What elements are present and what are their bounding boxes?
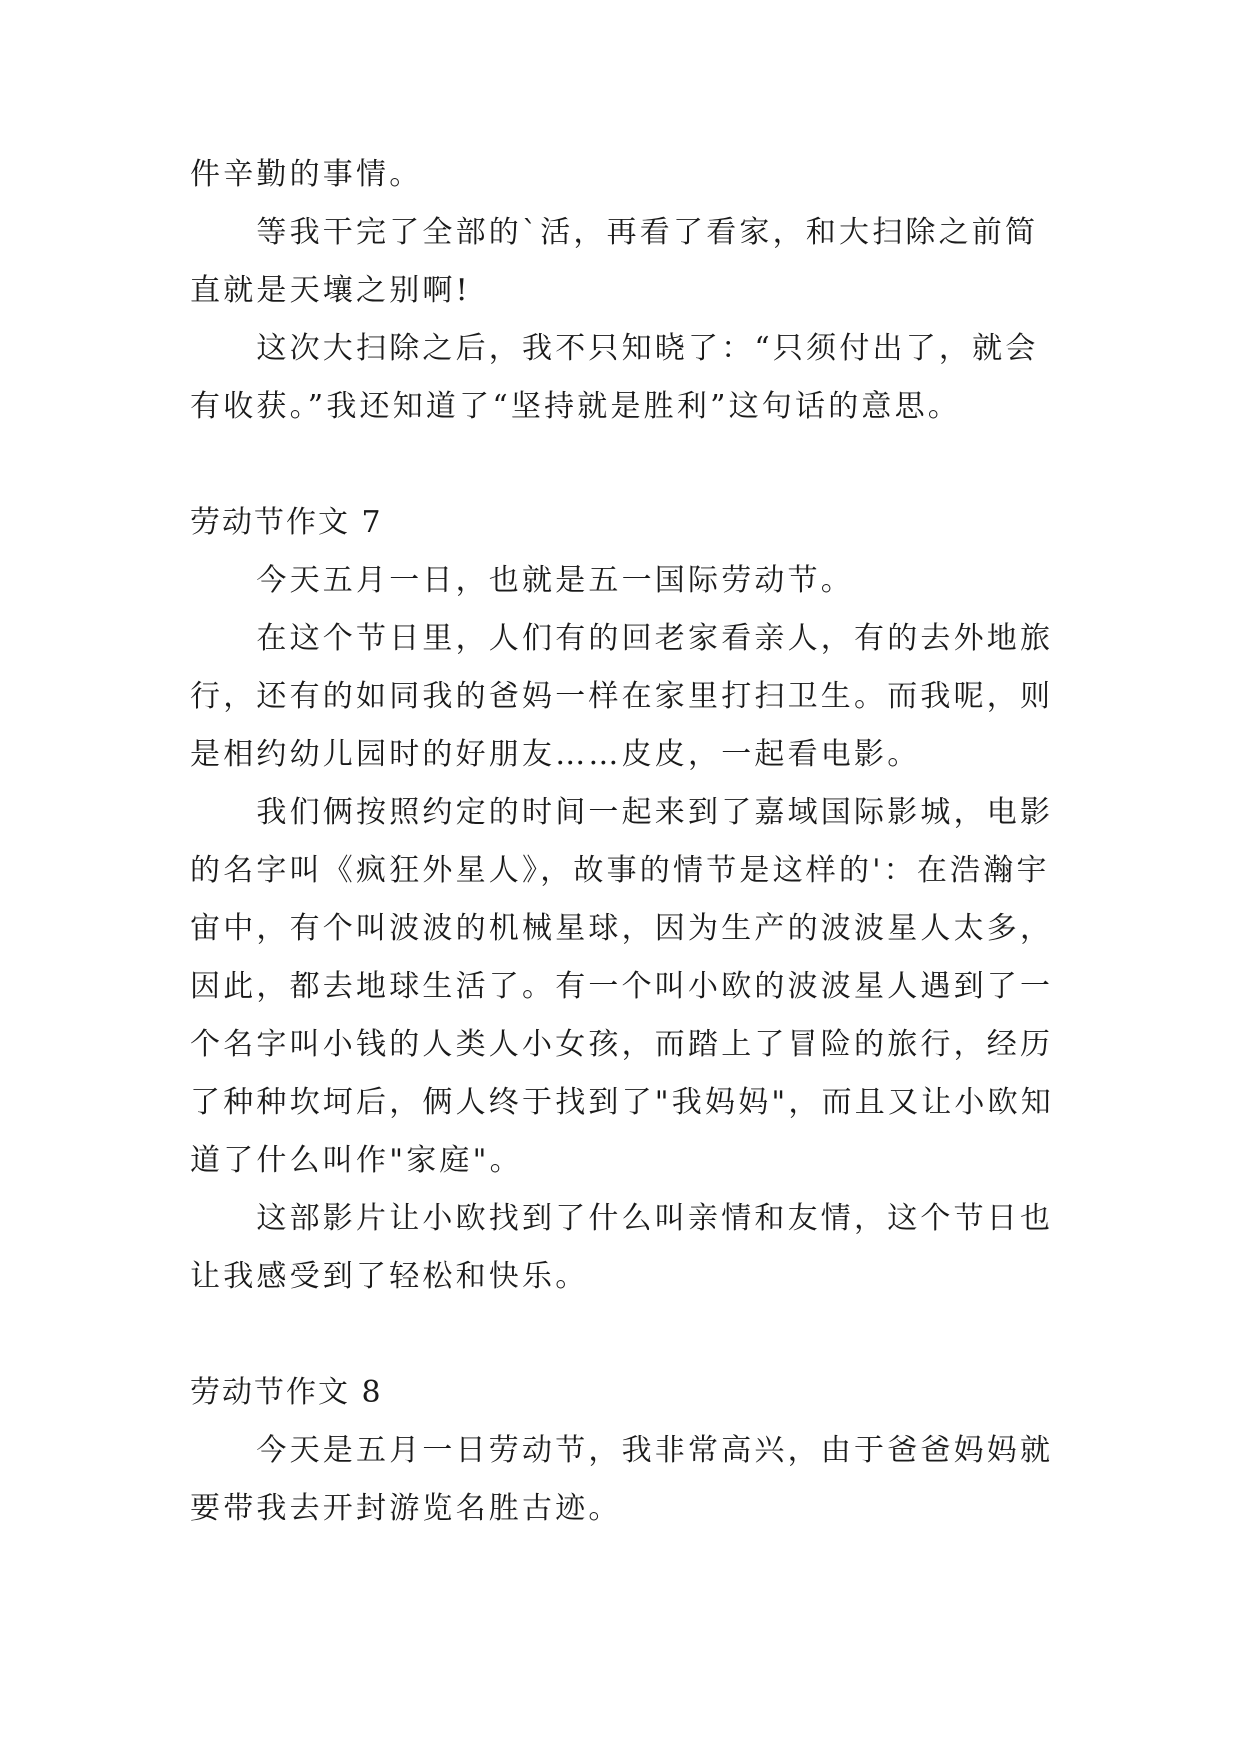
paragraph-line: 要带我去开封游览名胜古迹。 (190, 1491, 622, 1526)
section-heading: 劳动节作文 8 (190, 1375, 383, 1410)
paragraph-line: 我们俩按照约定的时间一起来到了嘉域国际影城，电影 (190, 795, 1054, 830)
paragraph-line: 有收获。”我还知道了“坚持就是胜利”这句话的意思。 (190, 389, 962, 424)
paragraph-line: 道了什么叫作"家庭"。 (190, 1143, 523, 1178)
paragraph-line: 这部影片让小欧找到了什么叫亲情和友情，这个节日也 (190, 1201, 1054, 1236)
paragraph-line: 个名字叫小钱的人类人小女孩，而踏上了冒险的旅行，经历 (190, 1027, 1054, 1062)
paragraph-line: 件辛勤的事情。 (190, 157, 423, 192)
paragraph-line: 了种种坎坷后，俩人终于找到了"我妈妈"，而且又让小欧知 (190, 1085, 1054, 1120)
paragraph-line: 今天五月一日，也就是五一国际劳动节。 (190, 563, 854, 598)
paragraph-line: 宙中，有个叫波波的机械星球，因为生产的波波星人太多， (190, 911, 1054, 946)
paragraph-line: 让我感受到了轻松和快乐。 (190, 1259, 589, 1294)
paragraph-line: 今天是五月一日劳动节，我非常高兴，由于爸爸妈妈就 (190, 1433, 1054, 1468)
paragraph-line: 的名字叫《疯狂外星人》，故事的情节是这样的'：在浩瀚宇 (190, 853, 1050, 888)
paragraph-line: 行，还有的如同我的爸妈一样在家里打扫卫生。而我呢，则 (190, 679, 1054, 714)
paragraph-line: 等我干完了全部的`活，再看了看家，和大扫除之前简 (190, 215, 1039, 250)
section-heading: 劳动节作文 7 (190, 505, 383, 540)
paragraph-line: 直就是天壤之别啊! (190, 273, 471, 308)
paragraph-line: 在这个节日里，人们有的回老家看亲人，有的去外地旅 (190, 621, 1054, 656)
paragraph-line: 这次大扫除之后，我不只知晓了：“只须付出了，就会 (190, 331, 1039, 366)
paragraph-line: 是相约幼儿园时的好朋友……皮皮，一起看电影。 (190, 737, 921, 772)
paragraph-line: 因此，都去地球生活了。有一个叫小欧的波波星人遇到了一 (190, 969, 1054, 1004)
